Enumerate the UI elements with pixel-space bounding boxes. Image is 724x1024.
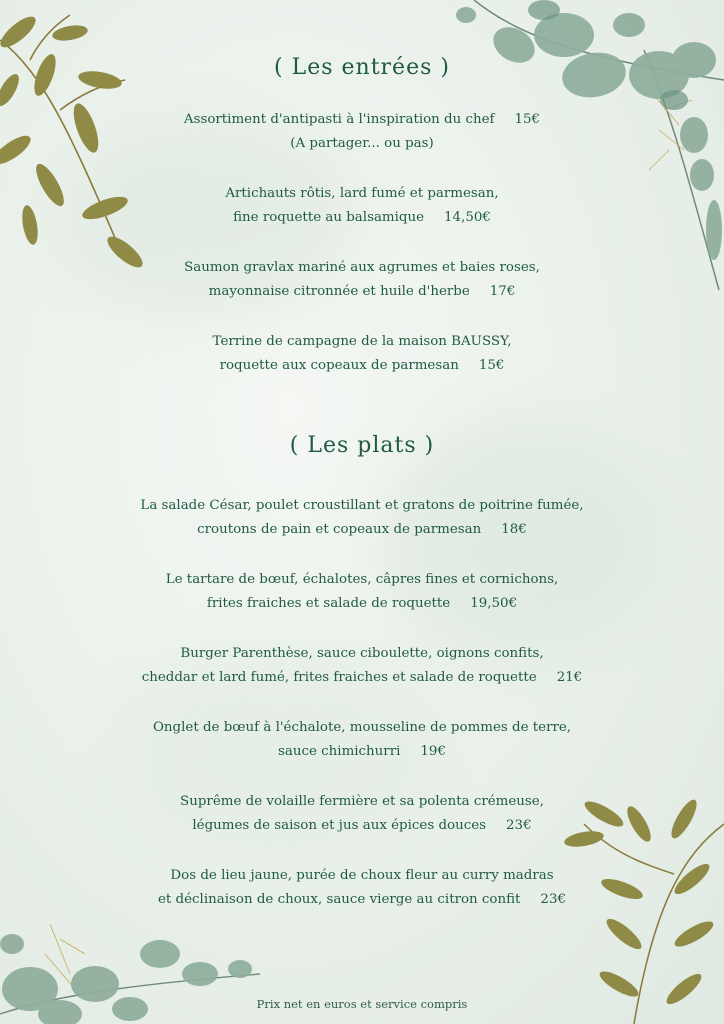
dish-description: Saumon gravlax mariné aux agrumes et baies roses, [184, 260, 540, 275]
dish-description: Dos de lieu jaune, purée de choux fleur au curry madras [170, 868, 554, 883]
dish-description: mayonnaise citronnée et huile d'herbe [208, 284, 470, 299]
dish-description: roquette aux copeaux de parmesan [219, 358, 459, 373]
dish-description: et déclinaison de choux, sauce vierge au citron confit [158, 892, 521, 907]
dish-description: Artichauts rôtis, lard fumé et parmesan, [225, 186, 499, 201]
dish-price: 15€ [478, 358, 505, 373]
dish-description: Terrine de campagne de la maison BAUSSY, [212, 334, 512, 349]
section-title-plats: ( Les plats ) [289, 433, 435, 458]
dish-item-burger [0, 642, 724, 690]
dish-description: croutons de pain et copeaux de parmesan [197, 522, 482, 537]
dish-description: sauce chimichurri [278, 744, 401, 759]
dish-description: fine roquette au balsamique [233, 210, 425, 225]
dish-description: Burger Parenthèse, sauce ciboulette, oignons confits, [180, 646, 544, 661]
dish-price: 23€ [506, 818, 532, 833]
dish-price: 14,50€ [444, 210, 491, 225]
dish-item-salade-cesar [0, 494, 724, 542]
dish-description: Suprême de volaille fermière et sa polenta crémeuse, [180, 794, 544, 809]
dish-line [0, 280, 724, 304]
dish-price: 17€ [489, 284, 516, 299]
dish-note: (A partager... ou pas) [290, 136, 434, 151]
dish-price: 23€ [540, 892, 566, 907]
dish-line [0, 666, 724, 690]
dish-item-antipasti [0, 108, 724, 156]
dish-item-saumon [0, 256, 724, 304]
dish-item-terrine [0, 330, 724, 378]
dish-line [0, 592, 724, 616]
dish-price: 19€ [420, 744, 446, 759]
dish-line [0, 814, 724, 838]
dish-description: cheddar et lard fumé, frites fraiches et salade de roquette [141, 670, 537, 685]
dish-item-supreme [0, 790, 724, 838]
dish-price: 15€ [514, 112, 541, 127]
dish-line [0, 108, 724, 132]
dish-line [0, 740, 724, 764]
dish-price: 18€ [501, 522, 527, 537]
dish-line [0, 888, 724, 912]
dish-description: Assortiment d'antipasti à l'inspiration du chef [183, 112, 495, 127]
section-title-entrees: ( Les entrées ) [274, 55, 450, 80]
dish-item-dos-de-lieu [0, 864, 724, 912]
dish-description: Le tartare de bœuf, échalotes, câpres fines et cornichons, [165, 572, 559, 587]
dish-description: La salade César, poulet croustillant et gratons de poitrine fumée, [140, 498, 584, 513]
dish-line [0, 354, 724, 378]
dish-price: 21€ [556, 670, 583, 685]
dish-description: légumes de saison et jus aux épices douces [192, 818, 487, 833]
dish-description: Onglet de bœuf à l'échalote, mousseline de pommes de terre, [152, 720, 572, 735]
dish-item-tartare [0, 568, 724, 616]
dish-price: 19,50€ [470, 596, 518, 611]
dish-description: frites fraiches et salade de roquette [206, 596, 451, 611]
dish-item-onglet [0, 716, 724, 764]
dish-line [0, 206, 724, 230]
price-footnote: Prix net en euros et service compris [256, 997, 468, 1011]
dish-item-artichauts [0, 182, 724, 230]
dish-line [0, 518, 724, 542]
